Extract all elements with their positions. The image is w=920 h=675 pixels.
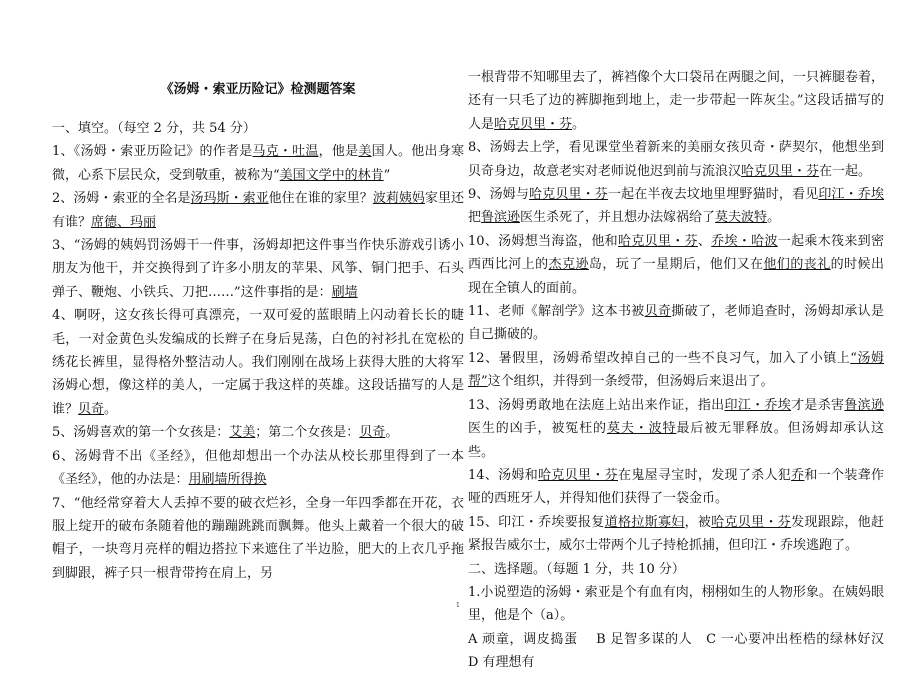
- answer-text: 波莉姨妈: [372, 191, 425, 207]
- answer-text: 乔埃・哈波: [711, 233, 778, 249]
- body-text: 最后被无罪释放。但汤姆却承认这些。: [468, 421, 884, 460]
- left-column-body: [52, 117, 464, 585]
- body-text: 发现跟踪，他赶紧报告威尔士，威尔士带两个儿子持枪抓捕，但印江・乔埃逃跑了。: [468, 514, 884, 554]
- body-text: 才是杀害: [791, 397, 845, 413]
- paragraph: [468, 628, 898, 675]
- body-text: 二、选择题。（每题 1 分，共 10 分）: [468, 561, 685, 577]
- body-text: 在一起。: [819, 163, 872, 179]
- left-column: [52, 66, 464, 585]
- answer-text: 贝奇: [78, 401, 105, 417]
- answer-text: 莫夫・波特: [606, 421, 677, 437]
- answer-text: 杰克逊: [548, 257, 589, 273]
- body-text: 11、老师《解剖学》这本书被: [468, 304, 645, 320]
- paragraph: [52, 421, 464, 444]
- body-text: 10、汤姆想当海盗，他和: [468, 233, 618, 249]
- body-text: 13、汤姆勇敢地在法庭上站出来作证，指出: [468, 397, 725, 413]
- answer-text: 马克・吐温: [252, 144, 319, 160]
- body-text: 。: [572, 116, 586, 132]
- body-text: 15、印江・乔埃要报复: [468, 514, 605, 530]
- paragraph: [52, 492, 464, 586]
- right-column-body: [468, 66, 898, 675]
- body-text: 。: [385, 425, 399, 441]
- body-text: ”: [383, 167, 391, 183]
- body-text: 。: [104, 401, 118, 417]
- body-text: 家里还有谁？: [52, 191, 464, 230]
- answer-text: 印江・乔埃: [724, 397, 792, 413]
- answer-text: 哈克贝里・芬: [529, 187, 608, 203]
- page-title: 《汤姆・索亚历险记》检测题答案: [160, 82, 356, 97]
- body-text: 3、“汤姆的姨妈罚汤姆干一件事，汤姆却把这件事当作快乐游戏引诱小朋友为他干，并交换得到了许多小朋友的苹果、风筝、铜门把手、石头弹子、鞭炮、小铁兵、刀把……”这件事指的是：: [52, 238, 464, 300]
- answer-text: 艾美: [229, 425, 256, 441]
- body-text: 一起乘木筏来到密西西比河上的: [468, 233, 884, 273]
- paragraph: [468, 394, 884, 464]
- paragraph: [468, 347, 884, 394]
- body-text: 2、汤姆・索亚的全名是: [52, 191, 191, 207]
- body-text: ；第二个女孩是：: [255, 425, 360, 441]
- answer-text: 贝奇: [644, 304, 672, 320]
- paragraph: [52, 187, 464, 234]
- body-text: 把: [468, 210, 482, 226]
- paragraph: [468, 464, 884, 511]
- body-text: 4、啊呀，这女孩长得可真漂亮，一双可爱的蓝眼睛上闪动着长长的睫毛，一对金黄色头发编成的长辫子在身后晃荡，白色的衬衫扎在宽松的绣花长裤里，显得格外整洁动人。我们刚刚在战场上获得大胜的大将军汤姆心想，像这样的美人，一定属于我这样的英雄。这段话描写的人是谁？: [52, 308, 464, 417]
- body-text: 撕破了，老师追查时，汤姆却承认是自己撕破的。: [468, 304, 884, 343]
- answer-text: 莫夫波特: [715, 210, 768, 226]
- paragraph: [52, 234, 464, 304]
- answer-text: 鲁滨逊: [481, 210, 521, 226]
- body-text: ，被: [684, 514, 712, 530]
- answer-text: 哈克贝里・芬: [538, 467, 618, 483]
- paragraph: [468, 183, 884, 230]
- paragraph: [468, 300, 884, 347]
- body-text: 7、“他经常穿着大人丢掉不要的破衣烂衫，全身一年四季都在开花，衣服上绽开的破布条随着他的蹦蹦跳跳而飘舞。他头上戴着一个很大的破帽子，一块弯月亮样的帽边搭拉下来遮住了半边脸，肥大的上衣几乎拖到脚跟，裤子只一根背带挎在肩上，另: [52, 495, 464, 581]
- body-text: 国人。他出身寒微，心系下层民众，受到敬重，被称为“: [52, 144, 464, 183]
- answer-text: 哈克贝里・芬: [741, 163, 820, 179]
- answer-text: 印江・乔埃: [818, 187, 884, 203]
- answer-text: 贝奇: [359, 425, 386, 441]
- answer-text: 哈克贝里・芬: [618, 233, 698, 249]
- body-text: 他住在谁的家里？: [268, 191, 373, 207]
- body-text: 岛，玩了一星期后，他们又在: [588, 257, 764, 273]
- paragraph: [468, 511, 884, 558]
- body-text: 这个组织，并得到一条绶带，但汤姆后来退出了。: [487, 374, 774, 390]
- paragraph: [52, 140, 464, 187]
- paragraph: [468, 558, 884, 581]
- answer-text: 用刷墙所得换: [188, 472, 267, 488]
- body-text: A 顽童，调皮捣蛋 B 足智多谋的人 C 一心要冲出桎梏的绿林好汉 D 有理想有: [468, 631, 898, 671]
- paragraph: [468, 136, 884, 183]
- answer-text: 乔: [791, 467, 805, 483]
- answer-text: 刷墙: [331, 284, 358, 300]
- answer-text: “汤姆帮”: [468, 350, 884, 390]
- body-text: 医生的凶手，被冤枉的: [468, 421, 607, 437]
- paragraph: [52, 117, 464, 140]
- body-text: 8、汤姆去上学，看见课堂坐着新来的美丽女孩贝奇・萨契尔，他想坐到贝奇身边，故意老实对老师说他迟到前与流浪汉: [468, 140, 884, 179]
- body-text: 1、《汤姆・索亚历险记》的作者是: [52, 144, 253, 160]
- answer-text: 哈克贝里・芬: [711, 514, 792, 530]
- answer-text: 美国文学中的林肯: [279, 167, 384, 183]
- answer-text: 美: [358, 144, 372, 160]
- body-text: 6、汤姆背不出《圣经》，但他却想出一个办法从校长那里得到了一本《圣经》，他的办法是：: [52, 448, 464, 488]
- paragraph: [468, 230, 884, 300]
- body-text: 、: [697, 233, 712, 249]
- body-text: 12、暑假里，汤姆希望改掉自己的一些不良习气，加入了小镇上: [468, 350, 851, 366]
- body-text: 14、汤姆和: [468, 467, 539, 483]
- answer-text: 哈克贝里・芬: [494, 116, 573, 132]
- body-text: 一、填空。（每空 2 分，共 54 分）: [52, 121, 256, 136]
- body-text: 在鬼屋寻宝时，发现了杀人犯: [618, 467, 792, 483]
- body-text: 的时候出现在全镇人的面前。: [468, 257, 884, 296]
- body-text: 医生杀死了，并且想办法嫁祸给了: [520, 210, 716, 226]
- body-text: 5、汤姆喜欢的第一个女孩是：: [52, 425, 230, 441]
- body-text: ，他是: [318, 144, 359, 160]
- paragraph: [52, 445, 464, 492]
- answer-text: 汤玛斯・索亚: [190, 191, 269, 207]
- page-number: 1: [456, 602, 460, 609]
- paragraph: [468, 581, 884, 628]
- body-text: 1.小说塑造的汤姆・索亚是个有血有肉，栩栩如生的人物形象。在姨妈眼里，他是个（a）。: [468, 584, 884, 624]
- body-text: 。: [767, 210, 781, 226]
- answer-text: 道格拉斯寡妇: [604, 514, 685, 530]
- answer-text: 席德、玛丽: [91, 214, 157, 230]
- body-text: 一根背带不知哪里去了，裤裆像个大口袋吊在两腿之间，一只裤腿卷着，还有一只毛了边的裤脚拖到地上，走一步带起一阵灰尘。”这段话描写的人是: [468, 70, 885, 132]
- body-text: 一起在半夜去坟地里埋野猫时，看见: [607, 187, 819, 203]
- paragraph: [468, 66, 884, 136]
- answer-text: 鲁滨逊: [844, 397, 884, 413]
- paragraph: [52, 304, 464, 421]
- answer-text: 他们的丧礼: [763, 257, 831, 273]
- body-text: 和一个装聋作哑的西班牙人，并得知他们获得了一袋金币。: [468, 467, 884, 507]
- body-text: 9、汤姆与: [468, 187, 530, 203]
- right-column: [468, 66, 898, 675]
